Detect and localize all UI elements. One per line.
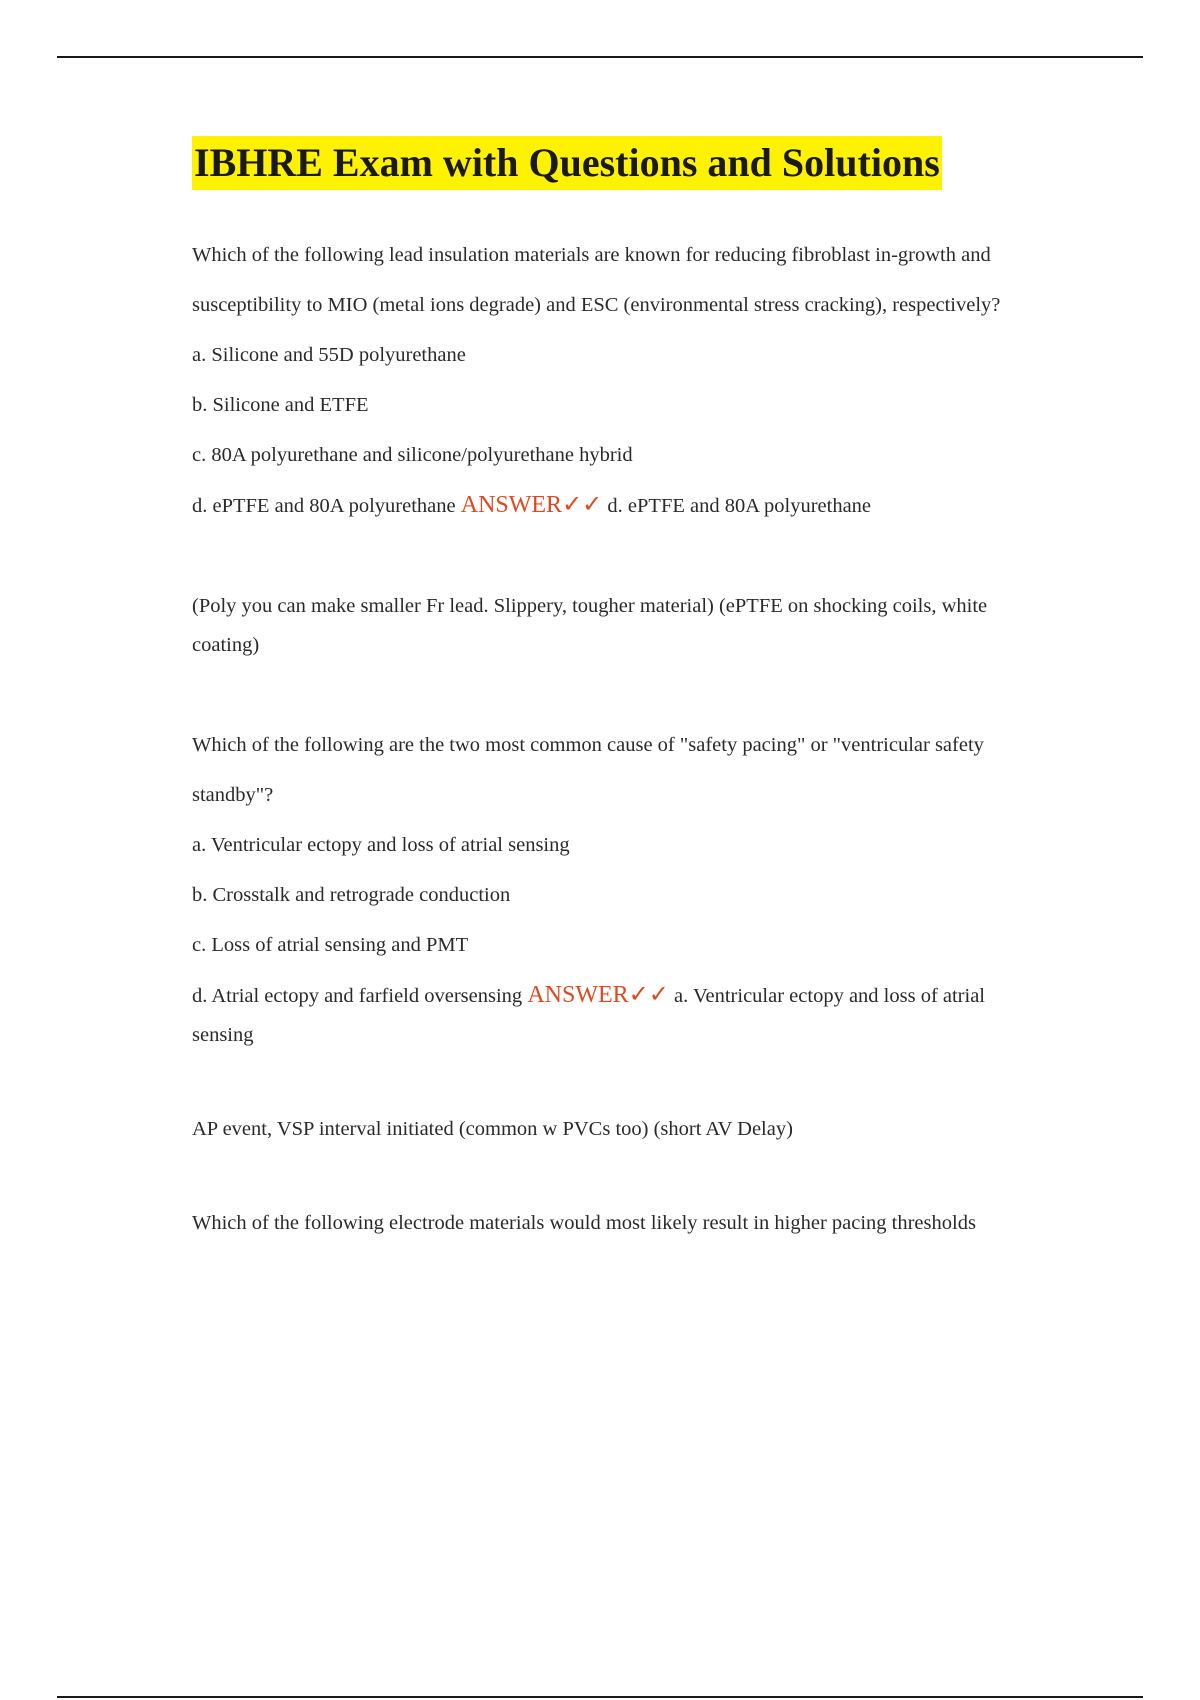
question-1-explanation: (Poly you can make smaller Fr lead. Slippery, tougher material) (ePTFE on shocking coils, white coating) (192, 595, 988, 656)
question-1 (192, 236, 1042, 665)
question-1-stem-line-2: susceptibility to MIO (metal ions degrade) and ESC (environmental stress cracking), respectively? (192, 294, 1001, 316)
question-2-stem-line-2: standby"? (192, 784, 274, 806)
question-1-option-b: b. Silicone and ETFE (192, 394, 369, 416)
question-2-answer-text: a. Ventricular ectopy and loss of atrial sensing (192, 985, 986, 1046)
question-2-option-a: a. Ventricular ectopy and loss of atrial sensing (192, 834, 570, 856)
bottom-rule (57, 1696, 1143, 1698)
question-1-stem-line-1: Which of the following lead insulation materials are known for reducing fibroblast in-growth and (192, 244, 991, 266)
question-2-option-d (192, 976, 1042, 1055)
question-2 (192, 726, 1042, 1149)
document-body (192, 136, 1042, 1254)
question-2-stem-line-1: Which of the following are the two most common cause of "safety pacing" or "ventricular safety (192, 734, 984, 756)
question-1-option-d (192, 486, 1042, 526)
question-3-stem-line-1: Which of the following electrode materials would most likely result in higher pacing thresholds (192, 1212, 976, 1234)
question-2-option-c: c. Loss of atrial sensing and PMT (192, 934, 469, 956)
question-2-explanation: AP event, VSP interval initiated (common w PVCs too) (short AV Delay) (192, 1118, 793, 1140)
question-1-answer-text: d. ePTFE and 80A polyurethane (607, 495, 872, 517)
question-2-option-d-text: d. Atrial ectopy and farfield oversensing (192, 985, 523, 1007)
question-1-option-d-text: d. ePTFE and 80A polyurethane (192, 495, 456, 517)
question-1-option-a: a. Silicone and 55D polyurethane (192, 344, 466, 366)
answer-marker: ANSWER✓✓ (460, 492, 603, 518)
question-2-option-b: b. Crosstalk and retrograde conduction (192, 884, 511, 906)
question-1-option-c: c. 80A polyurethane and silicone/polyurethane hybrid (192, 444, 633, 466)
top-rule (57, 56, 1143, 58)
document-title: IBHRE Exam with Questions and Solutions (192, 136, 942, 190)
answer-marker: ANSWER✓✓ (527, 982, 669, 1008)
question-3 (192, 1204, 1042, 1243)
